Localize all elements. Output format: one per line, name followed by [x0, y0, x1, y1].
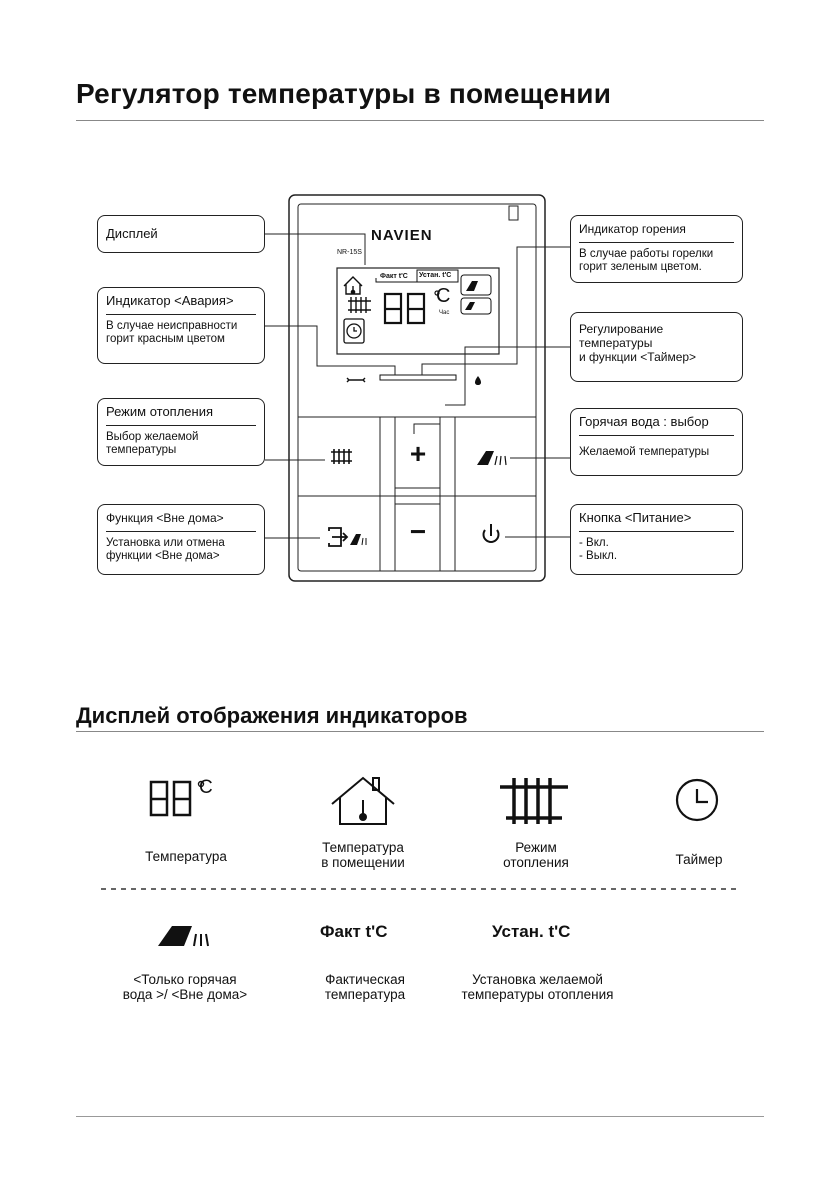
clock-icon: [677, 780, 717, 820]
radiator-icon: [500, 778, 568, 824]
device-model: NR-15S: [337, 249, 362, 256]
lcd-ustan: Устан. t'C: [419, 272, 452, 279]
indicator-label-heating: Режим отопления: [503, 840, 569, 870]
shower-icon: [158, 926, 208, 946]
callout-display: Дисплей: [97, 215, 265, 253]
section-title: Дисплей отображения индикаторов: [76, 703, 468, 728]
page-title: Регулятор температуры в помещении: [76, 78, 612, 109]
minus-button[interactable]: −: [409, 516, 427, 547]
indicator-label-room: Температура в помещении: [321, 840, 405, 870]
lcd-fakt: Факт t'C: [380, 273, 408, 280]
indicator-label-temperature: Температура: [145, 849, 227, 864]
section-divider: [76, 731, 764, 732]
device-brand: NAVIEN: [371, 227, 433, 244]
callout-burn: Индикатор горения В случае работы горелки горит зеленым цветом.: [570, 215, 743, 283]
callout-heating: Режим отопления Выбор желаемой температуры: [97, 398, 265, 466]
lcd-unit: C: [436, 285, 451, 307]
plus-button[interactable]: +: [409, 438, 427, 469]
indicator-label-hotwater: <Только горячая вода >/ <Вне дома>: [122, 972, 248, 1002]
callout-regulate: Регулирование температуры и функции <Таймер>: [570, 312, 743, 382]
indicator-label-ustan: Установка желаемой температуры отопления: [461, 972, 614, 1002]
temperature-digits-icon: [151, 782, 190, 815]
indicator-label-fakt: Фактическая температура: [324, 972, 406, 1002]
callout-away: Функция <Вне дома> Установка или отмена функции <Вне дома>: [97, 504, 265, 575]
callout-hotwater: Горячая вода : выбор Желаемой температуры: [570, 408, 743, 476]
callout-alarm: Индикатор <Авария> В случае неисправности горит красным цветом: [97, 287, 265, 364]
callout-power: Кнопка <Питание> - Вкл. - Выкл.: [570, 504, 743, 575]
ustan-indicator: Устан. t'C: [492, 922, 571, 941]
footer-divider: [76, 1116, 764, 1117]
lcd-hours: Час: [439, 310, 450, 316]
indicator-label-timer: Таймер: [675, 852, 723, 867]
indicator-unit: C: [199, 777, 213, 798]
fakt-indicator: Факт t'C: [320, 922, 388, 941]
